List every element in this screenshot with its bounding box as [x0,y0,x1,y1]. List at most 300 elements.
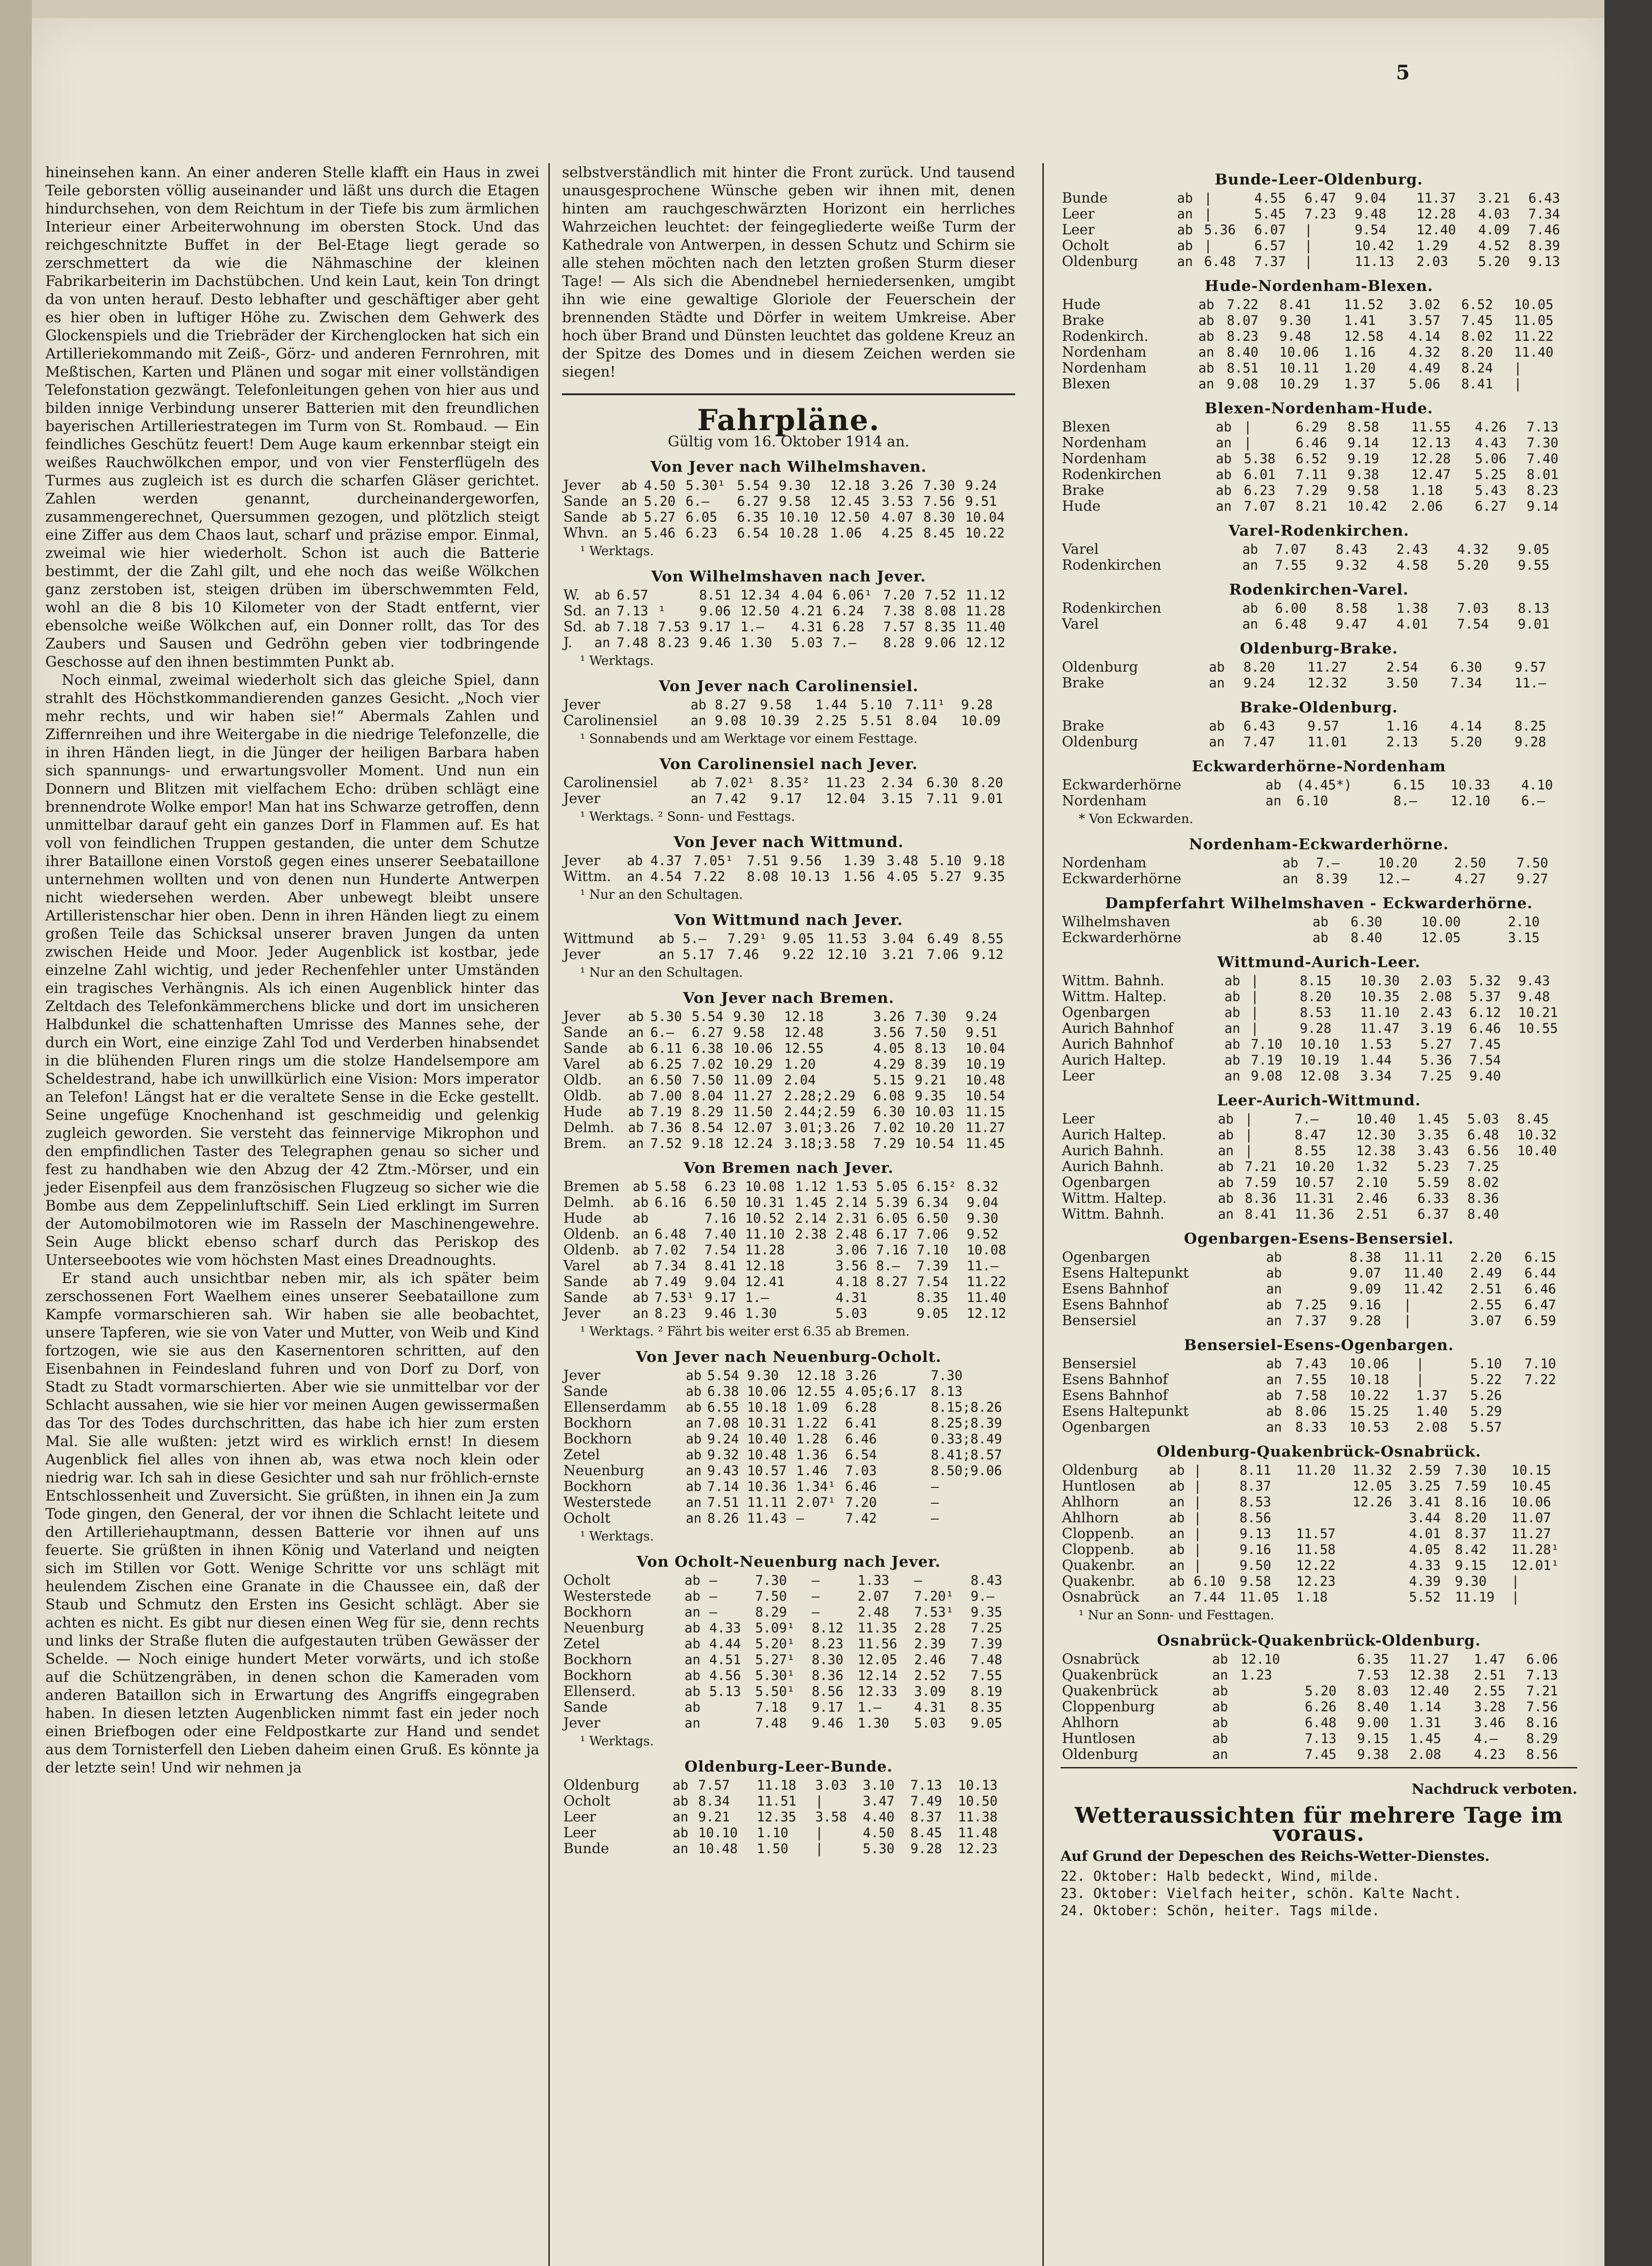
departure-time: 7.22 [1226,297,1259,312]
departure-time: 5.27¹ [755,1652,795,1667]
departure-time: 9.27 [1516,871,1548,886]
departure-time: 7.53 [658,619,690,634]
arr-dep-marker: an [1168,1526,1185,1541]
departure-time: 8.40 [1351,930,1382,945]
departure-time: 7.38 [883,603,915,619]
departure-time: 12.18 [745,1258,785,1273]
timetable-row [562,1684,1015,1700]
arr-dep-marker: ab [1242,542,1258,557]
departure-time: 5.58 [654,1179,687,1194]
station-name: Bockhorn [563,1415,632,1431]
departure-time: 9.14 [1526,499,1559,514]
departure-time: 3.56 [873,1025,905,1040]
timetable-row [562,1009,1015,1025]
station-name: Delmh. [563,1194,615,1210]
departure-time: 2.34 [881,775,913,790]
departure-time: 7.29¹ [727,931,767,946]
arr-dep-marker: ab [633,1179,649,1194]
timetable-row [1061,1127,1577,1143]
departure-time: 7.46 [1528,222,1560,237]
departure-time: 5.06 [1475,451,1507,466]
timetable-row [562,1226,1015,1242]
station-name: Jever [563,477,601,494]
departure-time: 10.40 [1517,1143,1557,1158]
departure-time: 11.36 [1294,1206,1334,1222]
station-name: Quakenbrück [1062,1667,1158,1683]
timetable-row [562,1088,1015,1104]
departure-time: 1.41 [1344,313,1376,328]
departure-time: 4.05 [887,869,919,884]
departure-time: 8.58 [1336,600,1367,616]
station-name: Oldb. [563,1088,602,1104]
departure-time: 8.56 [811,1684,843,1699]
departure-time: 11.40 [1514,344,1554,360]
station-name: Bunde [1062,190,1108,206]
departure-time: 3.15 [1508,930,1540,945]
arr-dep-marker: ab [686,1384,702,1399]
departure-time: 10.45 [1511,1478,1551,1494]
departure-time: 11.28¹ [1511,1542,1559,1557]
departure-time: 9.57 [1307,718,1339,734]
departure-time [1295,1494,1352,1510]
timetable-footnote: ¹ Nur an den Schultagen. [580,965,743,980]
departure-time: 2.03 [1416,254,1449,269]
departure-time: 7.59 [1455,1478,1487,1494]
departure-time: 5.10 [1470,1356,1502,1371]
departure-time: 11.19 [1455,1589,1495,1605]
departure-time: 2.14 [835,1195,867,1210]
departure-time: 6.29 [1295,419,1327,435]
timetable-row [1061,1052,1577,1068]
departure-time: 6.27 [1475,499,1507,514]
station-name: Cloppenb. [1062,1525,1134,1542]
arr-dep-marker: an [1218,1143,1234,1158]
departure-time: 4.05 [873,1041,905,1056]
departure-time: 1.45 [1417,1111,1449,1127]
departure-time: 1.40 [1416,1404,1448,1419]
departure-time: 3.48 [887,853,919,868]
timetable-footnote: ¹ Werktags. [580,1529,654,1544]
arr-dep-marker: an [1212,1667,1228,1683]
departure-time: 12.58 [1344,329,1384,344]
departure-time: 7.13 [1526,1667,1558,1683]
timetable-row [1061,483,1577,499]
article-paragraph: Er stand auch unsichtbar neben mir, als ich später beim zerschossenen Fort Waelhem eines unserer Seebataillone zum Kampfe vormarschieren sah. Wir haben sie alle beobachtet, unsere Tapferen, wie sie von Vater und Mutter, von Weib und Kind fortzogen, wie sie aus den Kasernentoren schritten, auf den Eisenbahnen in Feindesland fuhren und von Dorf zu Dorf, von Stadt zu Stadt vormarschierten. Aber wie sie unmittelbar vor der Schlacht aussahen, wie sie hier vor meinen Augen gewissermaßen das Tor des Todes durchschritten, das habe ich hier zum ersten Mal. Sie alle wußten: jetzt wird es wirklich ernst! In diesem Augenblick fiel alles von ihnen ab, was etwa noch klein oder niedrig war. Ich sah in diese Gesichter und sah nur fröhlich-ernste Entschlossenheit und Zuversicht. Sie grüßten, in ihnen ein Ja zum Tode gingen, den General, der vor ihnen die Schlacht leitete und den Artilleriehauptmann, dessen Batterie vor ihnen auf uns feuerte. Sie grüßten in ihnen König und Vaterland und neigten sich im Stillen vor Gott. Wenige Schritte vor uns schlägt mit heulendem Zischen eine Granate in die Chaussee ein, daß der Staub und Schmutz den Ersten ins Gesicht schlägt. Aber sie achten es nicht. Es gibt nur diesen einen Weg für sie, denn rechts und links der Straße fluten die aufgestauten trüben Gewässer der Schelde. — Noch einige hundert Meter vorwärts, und ich stoße auf die Schützengräben, in denen schon die Kameraden vom anderen Bataillon sich in Erwartung des Angriffs eingegraben haben. In diesen letzten Augenblicken nimmt fast ein jeder noch einen Briefbogen oder eine Feldpostkarte zur Hand und sendet aus dem Tornisterfell den Lieben daheim einen Gruß. Es könnte ja der letzte sein! Und wir nehmen ja [45,1269,539,1776]
station-name: Aurich Bahnh. [1062,1158,1164,1175]
departure-time: 6.15 [1393,777,1425,793]
arr-dep-marker: ab [621,478,637,493]
departure-time: 10.28 [779,525,819,541]
departure-time: 7.30 [930,1368,963,1383]
station-name: Esens Bahnhof [1062,1297,1168,1313]
station-name: Jever [563,790,601,807]
station-name: Brake [1062,312,1105,329]
departure-time: | [1193,1526,1202,1541]
departure-time: 9.58 [1347,483,1379,498]
station-name: Sande [563,1273,608,1290]
departure-time: 6.38 [707,1384,739,1399]
departure-time: 7.13 [616,603,649,619]
station-name: Bockhorn [563,1651,632,1668]
departure-time: 10.08 [966,1242,1007,1258]
departure-time: 7.20 [845,1495,877,1510]
departure-time: 5.23 [1417,1159,1449,1174]
arr-dep-marker: an [1266,1313,1282,1328]
arr-dep-marker: ab [621,509,637,525]
departure-time [1239,1683,1303,1699]
departure-time: | [1416,1372,1424,1387]
departure-time: | [1250,1005,1259,1020]
timetable [1061,973,1577,1084]
departure-time: 9.30 [733,1009,765,1024]
departure-time: 2.31 [835,1210,867,1226]
station-name: Wittm. Bahnh. [1062,973,1165,989]
departure-time: 8.15 [1299,973,1332,988]
departure-time: 6.48 [1204,254,1236,269]
station-name: Oldb. [563,1072,602,1088]
departure-time: 10.48 [698,1841,738,1856]
departure-time: 9.35 [970,1604,1003,1620]
departure-time [875,1290,916,1306]
departure-time: 8.20 [1243,659,1275,675]
departure-time: 7.48 [755,1715,787,1731]
arr-dep-marker: an [672,1809,688,1825]
station-name: Sd. [563,619,586,635]
departure-time: 7.45 [1304,1747,1337,1762]
arr-dep-marker: an [1216,435,1232,450]
departure-time: 1.12 [795,1179,827,1194]
departure-time: 12.13 [1411,435,1451,450]
station-name: Sd. [563,603,586,619]
departure-time: 12.30 [1356,1127,1396,1143]
departure-time: 2.04 [784,1072,816,1088]
weather-forecast-line: 22. Oktober: Halb bedeckt, Wind, milde. [1061,1869,1380,1884]
arr-dep-marker: an [627,869,643,884]
station-name: Leer [1062,1068,1095,1084]
station-name: Neuenburg [563,1620,644,1636]
departure-time: 10.09 [961,713,1001,728]
timetable-row [562,1715,1015,1731]
arr-dep-marker: ab [684,1588,701,1604]
departure-time: 12.40 [1416,222,1456,237]
departure-time: | [1244,419,1252,435]
station-name: Jever [563,946,601,963]
departure-time: (4.45*) [1296,777,1352,793]
timetable-footnote: ¹ Werktags. ² Fährt bis weiter erst 6.35 ab Bremen. [580,1324,910,1339]
departure-time: 10.20 [1294,1159,1334,1174]
departure-time: 3.07 [1470,1313,1502,1328]
departure-time: 6.48 [654,1226,687,1242]
departure-time: 8.30 [923,509,955,525]
arr-dep-marker: ab [1313,930,1328,945]
station-name: Sande [563,509,608,525]
departure-time: 7.30 [1455,1462,1487,1478]
timetable [1061,1356,1577,1435]
station-name: Cloppenb. [1062,1541,1134,1558]
departure-time: 11.— [966,1258,998,1273]
arr-dep-marker: ab [1198,297,1215,312]
timetable-validity: Gültig vom 16. Oktober 1914 an. [668,433,910,450]
station-name: Rodenkirch. [1062,328,1148,344]
departure-time: 3.57 [1409,313,1441,328]
departure-time: 6.23 [1244,483,1276,498]
departure-time: 6.— [1521,793,1545,809]
departure-time: | [1193,1462,1202,1478]
departure-time: 4.05 [1409,1542,1441,1557]
departure-time: 3.34 [1360,1068,1392,1084]
timetable-row [562,853,1015,869]
timetable-row [562,1447,1015,1463]
departure-time: 11.40 [965,619,1006,634]
section-rule [562,393,1015,395]
timetable-row [1061,989,1577,1005]
departure-time: 7.40 [704,1226,736,1242]
departure-time: 3.43 [1417,1143,1449,1158]
weather-heading: Wetteraussichten für mehrere Tage im voraus. [1075,1803,1563,1846]
departure-time: 7.16 [704,1210,736,1226]
departure-time: 12.— [1378,871,1410,886]
station-name: Oldenburg [1062,1746,1138,1762]
departure-time [875,1306,916,1322]
timetable-row [562,1056,1015,1072]
station-name: Varel [1062,616,1099,632]
station-name: Ocholt [563,1510,610,1526]
departure-time: 7.45 [1461,313,1493,328]
departure-time [1351,1526,1408,1542]
arr-dep-marker: ab [633,1195,649,1210]
departure-time: 5.54 [707,1368,739,1383]
departure-time: 1.— [857,1700,882,1715]
departure-time: 10.06 [1279,344,1319,360]
station-name: Whvn. [563,525,609,541]
departure-time: 6.28 [845,1399,877,1415]
timetable-row [1061,871,1577,887]
departure-time: 11.27 [1307,659,1347,675]
departure-time: 12.12 [966,1306,1007,1321]
departure-time: 4.29 [873,1056,905,1072]
departure-time: 11.48 [958,1825,998,1840]
station-name: Jever [563,1715,601,1731]
departure-time: 6.34 [916,1195,949,1210]
departure-time: 8.41 [1279,297,1311,312]
arr-dep-marker: ab [672,1777,688,1793]
departure-time: 6.27 [692,1025,724,1040]
departure-time: 7.22 [693,869,726,884]
departure-time: 2.43 [1420,1005,1452,1020]
timetable-route-title: Von Jever nach Carolinensiel. [659,677,919,695]
departure-time: 6.50 [916,1210,949,1226]
departure-time: 2.54 [1386,659,1418,675]
departure-time: 10.22 [1349,1388,1389,1403]
departure-time: 7.21 [1526,1683,1558,1699]
departure-time: 8.16 [1526,1715,1558,1730]
departure-time: 7.49 [910,1793,942,1809]
departure-time: 4.— [1473,1731,1498,1746]
timetable-footnote: ¹ Werktags. [580,653,654,668]
departure-time: 6.30 [1450,659,1482,675]
arr-dep-marker: ab [1212,1699,1228,1714]
arr-dep-marker: an [1266,1372,1282,1387]
departure-time: 2.44;2.59 [784,1104,856,1119]
departure-time: 7.34 [1450,675,1482,691]
timetable-row [562,1700,1015,1715]
departure-time: 9.19 [1347,451,1379,466]
departure-time: 5.37 [1469,989,1501,1004]
departure-time: 8.41 [1245,1206,1277,1222]
arr-dep-marker: ab [1218,1175,1234,1190]
arr-dep-marker: an [1168,1589,1185,1605]
departure-time: 7.54 [704,1242,736,1258]
departure-time: 7.29 [873,1136,905,1151]
arr-dep-marker: ab [1224,989,1240,1004]
station-name: Jever [563,1008,601,1025]
timetable-row [1061,1510,1577,1526]
departure-time: 5.10 [930,853,962,868]
departure-time: 5.27 [644,509,676,525]
station-name: Ogenbargen [1062,1174,1150,1191]
departure-time: 6.17 [876,1226,908,1242]
departure-time: 2.28 [914,1620,946,1636]
arr-dep-marker: an [1218,1206,1234,1222]
arr-dep-marker: ab [1212,1651,1228,1667]
departure-time: 11.27 [965,1120,1005,1135]
departure-time: 10.21 [1518,1005,1558,1020]
arr-dep-marker: ab [1212,1731,1228,1746]
arr-dep-marker: an [633,1306,649,1321]
timetable-row [1061,1747,1577,1762]
arr-dep-marker: an [1168,1558,1185,1573]
departure-time: 5.20¹ [755,1636,795,1651]
departure-time: 6.56 [1467,1143,1499,1158]
departure-time: 10.35 [1360,989,1400,1004]
timetable-row [562,635,1015,651]
departure-time: 11.27 [1511,1526,1551,1541]
reprint-notice: Nachdruck verboten. [1411,1781,1577,1797]
departure-time: 11.10 [1360,1005,1400,1020]
departure-time: 8.27 [876,1274,908,1289]
station-name: Leer [1062,1111,1095,1127]
departure-time: 10.54 [915,1136,954,1151]
departure-time: 12.18 [830,478,870,493]
departure-time: 7.34 [1528,206,1560,222]
departure-time: — [914,1573,922,1588]
departure-time: 9.13 [1239,1526,1271,1541]
arr-dep-marker: an [1177,206,1193,222]
departure-time: 6.52 [1461,297,1493,312]
timetable-route-title: Bunde-Leer-Oldenburg. [1215,170,1423,188]
departure-time: 6.50 [704,1195,736,1210]
timetable-row [562,509,1015,525]
departure-time: 5.— [683,931,707,946]
arr-dep-marker: an [1198,376,1215,392]
departure-time: | [1304,254,1313,269]
station-name: Westerstede [563,1588,652,1604]
timetable-row [562,791,1015,807]
station-name: Hude [563,1210,602,1226]
departure-time: 1.20 [784,1056,816,1072]
departure-time: 7.18 [755,1700,787,1715]
departure-time: 8.28 [883,635,915,650]
departure-time [1303,1651,1356,1667]
arr-dep-marker: ab [684,1700,701,1715]
departure-time [794,1242,834,1258]
departure-time: | [815,1841,824,1856]
departure-time: 8.26 [707,1511,739,1526]
departure-time: 7.36 [650,1120,682,1135]
arr-dep-marker: an [686,1463,702,1478]
timetable-row [1061,1494,1577,1510]
departure-time: 7.— [1316,855,1340,871]
departure-time: 11.31 [1294,1191,1334,1206]
departure-time: 9.15 [1357,1731,1389,1746]
departure-time [657,587,698,603]
arr-dep-marker: ab [686,1399,702,1415]
departure-time: 8.21 [1295,499,1327,514]
departure-time: 5.27 [1420,1036,1452,1052]
departure-time: 8.04 [906,713,937,728]
departure-time: 5.30 [862,1841,895,1856]
timetable-row [1061,222,1577,238]
departure-time: 9.58 [779,494,811,509]
station-name: Jever [563,697,601,713]
departure-time: 1.30 [740,635,772,650]
arr-dep-marker: ab [1266,1356,1282,1371]
departure-time: 7.40 [1526,451,1559,466]
timetable-route-title: Hude-Nordenham-Blexen. [1204,277,1434,295]
departure-time: 8.36 [811,1668,843,1683]
departure-time: 5.15 [873,1072,905,1088]
departure-time: 5.17 [683,947,715,962]
departure-time: 9.28 [1349,1313,1381,1328]
arr-dep-marker: an [686,1415,702,1431]
departure-time: 4.44 [709,1636,741,1651]
departure-time: | [1204,190,1212,206]
departure-time [1295,1510,1352,1526]
arr-dep-marker: an [621,525,637,541]
departure-time: 9.12 [972,947,1004,962]
departure-time [1516,1175,1577,1191]
station-name: Ocholt [563,1793,610,1809]
station-name: Aurich Haltep. [1062,1127,1167,1143]
departure-time: 5.29 [1470,1404,1502,1419]
departure-time: — [709,1588,717,1604]
departure-time: 9.35 [973,869,1005,884]
departure-time: 10.57 [747,1463,787,1478]
departure-time: 9.18 [973,853,1005,868]
arr-dep-marker: an [1209,675,1225,691]
departure-time: 6.38 [692,1041,724,1056]
departure-time: 5.22 [1470,1372,1502,1387]
arr-dep-marker: an [690,713,707,728]
departure-time: 9.43 [1518,973,1550,988]
departure-time: 12.28 [1411,451,1451,466]
departure-time: 6.16 [654,1195,687,1210]
timetable-route-title: Von Carolinensiel nach Jever. [659,755,918,773]
departure-time: 10.55 [1518,1021,1558,1036]
departure-time: 4.56 [709,1668,741,1683]
departure-time: 9.01 [1517,616,1550,632]
page-number: 5 [1396,61,1410,84]
departure-time: 7.59 [1245,1175,1277,1190]
departure-time: 4.04 [791,587,823,603]
station-name: Quakenbr. [1062,1557,1136,1574]
departure-time: 10.04 [965,509,1005,525]
departure-time: 9.17 [699,619,731,634]
departure-time: 10.15 [1511,1462,1551,1478]
departure-time: | [1304,238,1313,253]
departure-time: 7.50 [755,1588,787,1604]
departure-time: 12.41 [745,1274,785,1289]
